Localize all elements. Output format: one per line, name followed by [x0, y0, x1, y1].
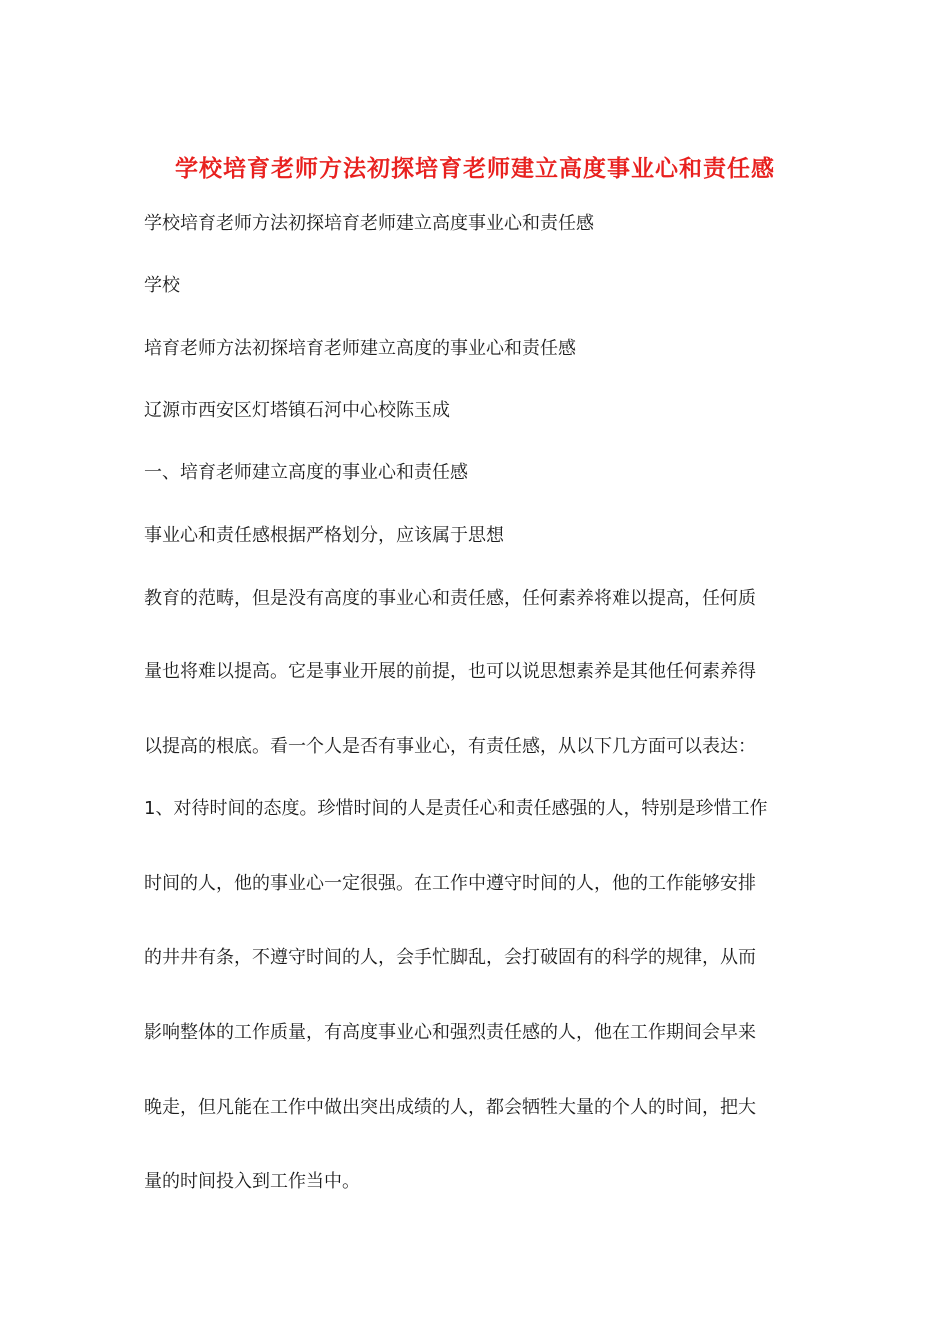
list-item-line: 1、对待时间的态度。珍惜时间的人是责任心和责任感强的人，特别是珍惜工作 — [144, 798, 768, 819]
paragraph-line: 以提高的根底。看一个人是否有事业心，有责任感，从以下几方面可以表达： — [144, 736, 756, 757]
paragraph-line: 事业心和责任感根据严格划分，应该属于思想 — [144, 525, 504, 546]
paragraph-line: 学校 — [144, 275, 180, 296]
paragraph-line: 量也将难以提高。它是事业开展的前提，也可以说思想素养是其他任何素养得 — [144, 661, 756, 682]
section-heading: 一、培育老师建立高度的事业心和责任感 — [144, 462, 468, 483]
author-line: 辽源市西安区灯塔镇石河中心校陈玉成 — [144, 400, 450, 421]
paragraph-line: 晚走，但凡能在工作中做出突出成绩的人，都会牺牲大量的个人的时间，把大 — [144, 1097, 756, 1118]
paragraph-line: 影响整体的工作质量，有高度事业心和强烈责任感的人，他在工作期间会早来 — [144, 1022, 756, 1043]
document-title: 学校培育老师方法初探培育老师建立高度事业心和责任感 — [175, 155, 775, 182]
paragraph-line: 时间的人，他的事业心一定很强。在工作中遵守时间的人，他的工作能够安排 — [144, 873, 756, 894]
paragraph-line: 量的时间投入到工作当中。 — [144, 1171, 360, 1192]
paragraph-line: 培育老师方法初探培育老师建立高度的事业心和责任感 — [144, 338, 576, 359]
paragraph-line: 学校培育老师方法初探培育老师建立高度事业心和责任感 — [144, 213, 594, 234]
paragraph-line: 教育的范畴，但是没有高度的事业心和责任感，任何素养将难以提高，任何质 — [144, 588, 756, 609]
paragraph-line: 的井井有条，不遵守时间的人，会手忙脚乱，会打破固有的科学的规律，从而 — [144, 947, 756, 968]
